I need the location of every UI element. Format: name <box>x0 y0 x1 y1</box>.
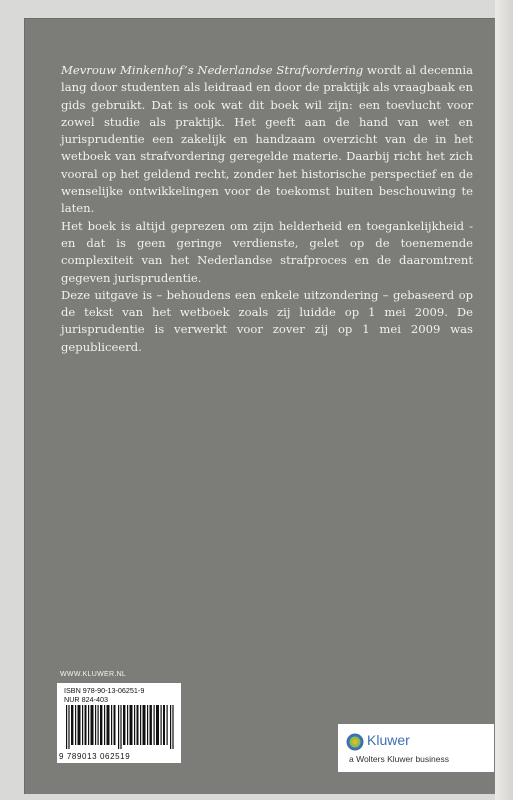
website-url: WWW.KLUWER.NL <box>60 671 127 678</box>
blurb-text <box>61 62 473 356</box>
nur-text: NUR 824-403 <box>64 695 108 704</box>
publisher-logo <box>338 724 494 772</box>
blurb-paragraph-2: Het boek is altijd geprezen om zijn helderheid en toegankelijkheid - en dat is geen geringe verdienste, gelet op de toenemende complexiteit van het Nederlandse strafproces en de daaromtrent gegeven jurisprudentie. <box>61 218 473 285</box>
barcode-block <box>57 671 181 763</box>
barcode-digits: 9 789013 062519 <box>59 752 131 761</box>
barcode-label <box>57 683 181 763</box>
page-edge <box>495 0 513 800</box>
isbn-text: ISBN 978-90-13-06251-9 <box>64 686 145 695</box>
barcode-bars <box>66 705 174 749</box>
blurb-paragraph-1-text: wordt al decennia lang door studenten als leidraad en door de praktijk als vraagbaak en gids gebruikt. Dat is ook wat dit boek wil zijn: een toevlucht voor zowel studie als praktijk. Het geeft aan de hand van wet en jurisprudentie een zakelijk en handzaam overzicht van de in het wetboek van strafvordering geregelde materie. Daarbij richt het zich vooral op het geldend recht, zonder het historische perspectief en de wenselijke ontwikkelingen voor de toekomst buiten beschouwing te laten. <box>61 63 473 216</box>
blurb-paragraph-3: Deze uitgave is – behoudens een enkele uitzondering – gebaseerd op de tekst van het wetboek zoals zij luidde op 1 mei 2009. De jurisprudentie is verwerkt voor zover zij op 1 mei 2009 was gepubliceerd. <box>61 287 473 354</box>
publisher-tagline: a Wolters Kluwer business <box>349 754 449 764</box>
publisher-name: Kluwer <box>367 732 410 748</box>
kluwer-globe-icon <box>346 733 364 751</box>
blurb-paragraph-1 <box>61 62 473 218</box>
book-title-italic: Mevrouw Minkenhof’s Nederlandse Strafvordering <box>61 63 364 77</box>
